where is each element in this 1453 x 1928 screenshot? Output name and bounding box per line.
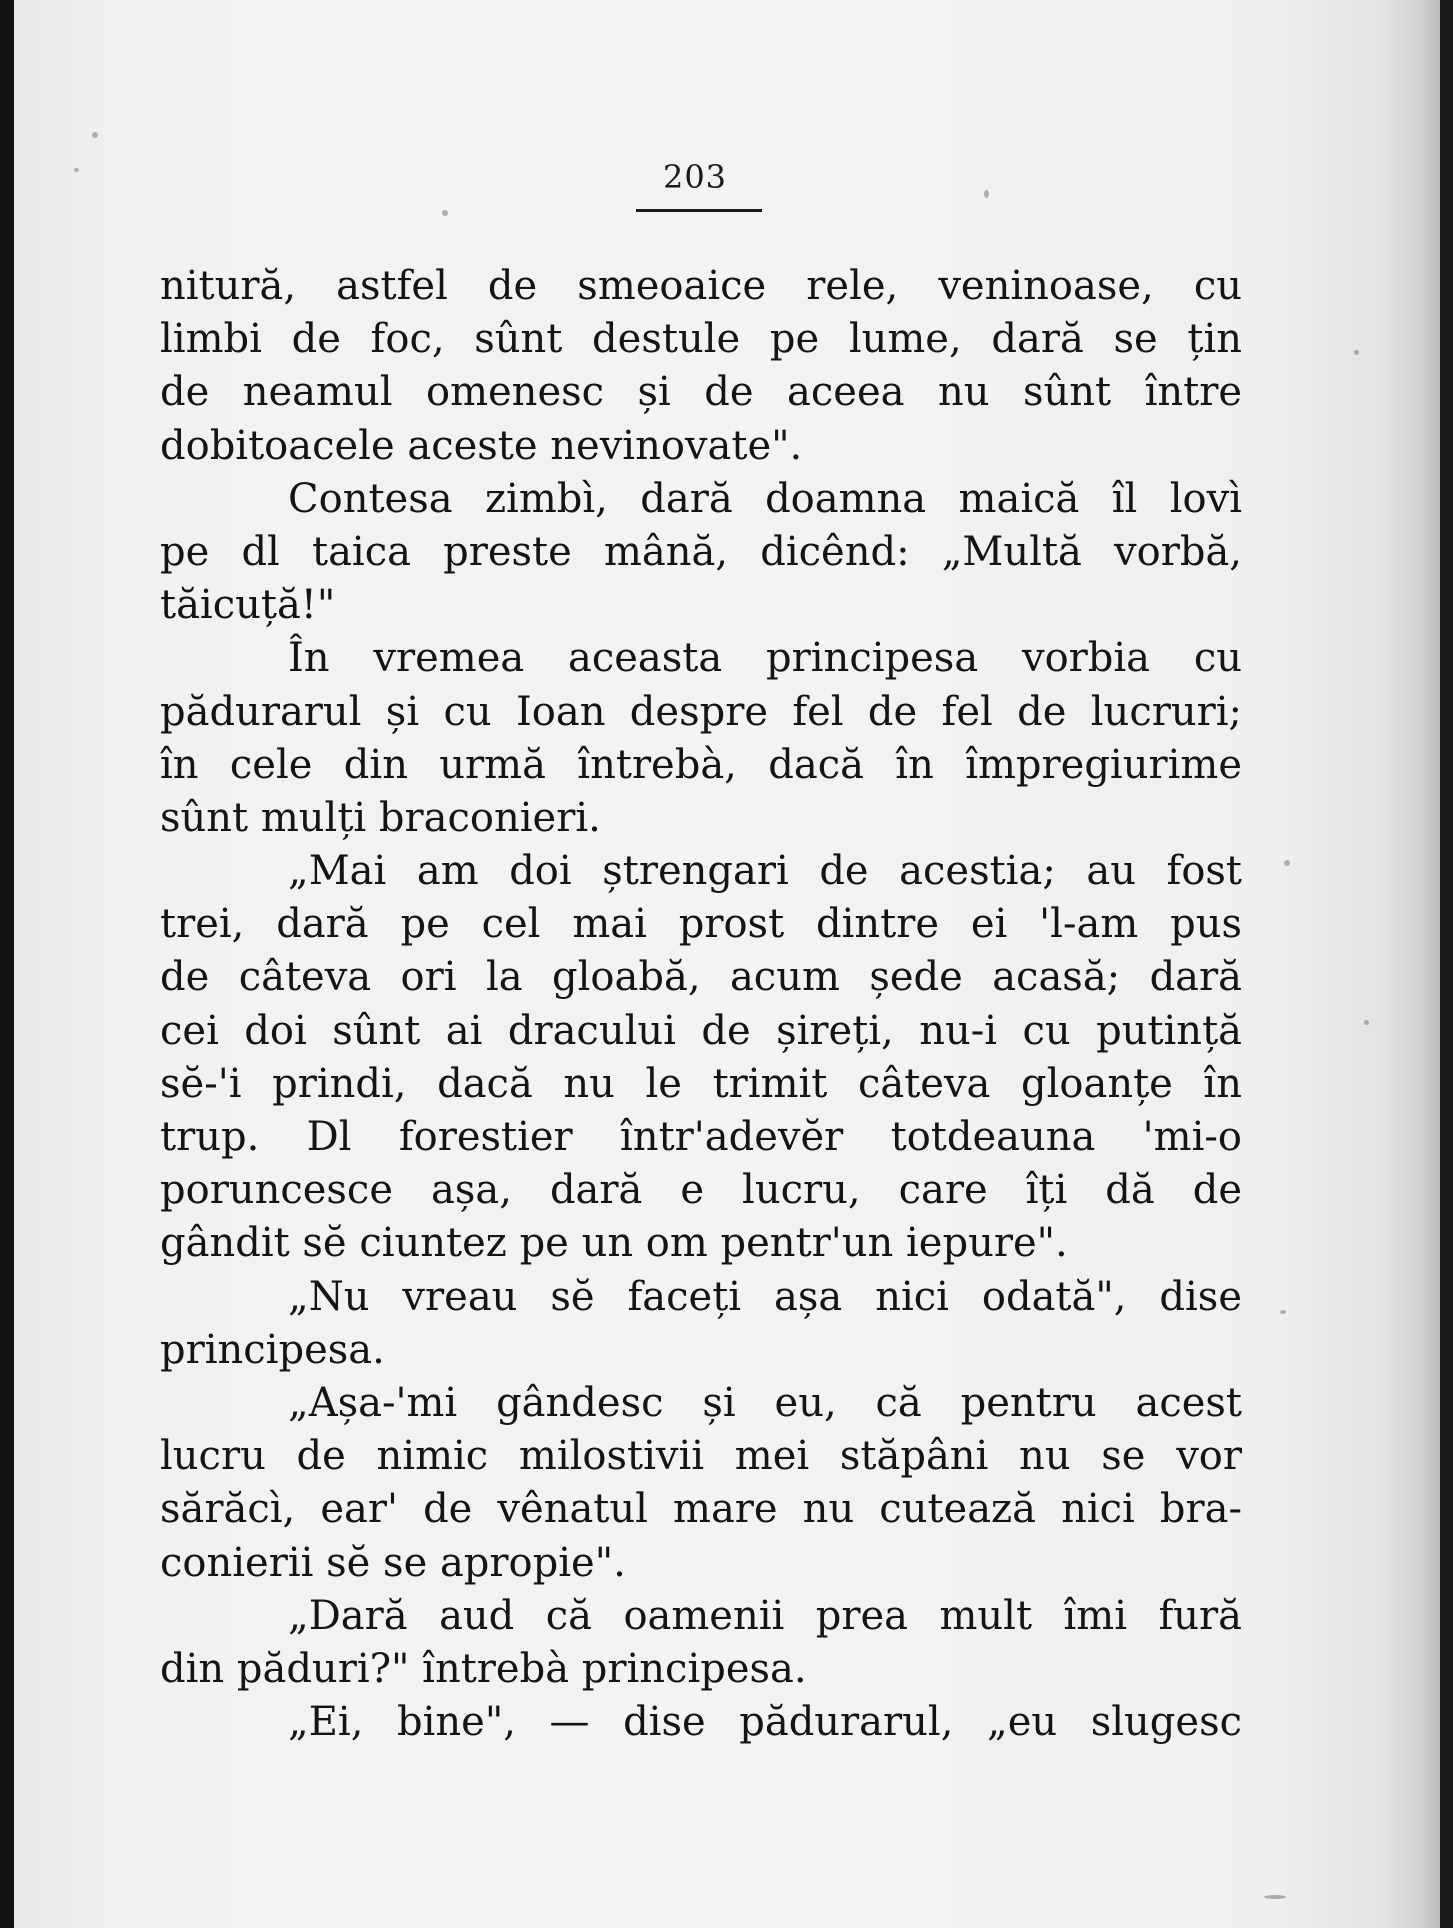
page-number-rule [636, 209, 762, 212]
text-line: „Mai am doi ștrengari de acestia; au fost [288, 848, 1242, 895]
dust-speck [1284, 860, 1290, 866]
text-line: nitură, astfel de smeoaice rele, veninoase, cu [160, 263, 1242, 309]
text-line: limbi de foc, sûnt destule pe lume, dară se țin [160, 316, 1242, 363]
text-line: din păduri?" întrebà principesa. [160, 1645, 807, 1692]
text-line: sărăcì, ear' de vênatul mare nu cutează nici bra- [160, 1486, 1242, 1533]
text-line: sĕ-'i prindi, dacă nu le trimit câteva gloanțe în [160, 1060, 1242, 1107]
text-line: În vremea aceasta principesa vorbia cu [288, 635, 1242, 682]
dust-speck [1280, 1310, 1286, 1314]
text-line: „Nu vreau sĕ faceți așa nici odată", dise [288, 1273, 1242, 1320]
page-edge-shadow [1440, 0, 1453, 1928]
text-line: pădurarul și cu Ioan despre fel de fel de lucruri; [160, 688, 1242, 735]
text-line: principesa. [160, 1326, 385, 1373]
text-line: dobitoacele aceste nevinovate". [160, 422, 803, 469]
text-line: „Dară aud că oamenii prea mult îmi fură [288, 1592, 1242, 1639]
dust-speck [442, 210, 448, 216]
text-line: lucru de nimic milostivii mei stăpâni nu se vor [160, 1433, 1242, 1480]
text-line: trei, dară pe cel mai prost dintre ei 'l-am pus [160, 901, 1242, 948]
text-line: Contesa zimbì, dară doamna maică îl lovì [288, 475, 1242, 522]
text-line: sûnt mulți braconieri. [160, 794, 601, 841]
text-line: de neamul omenesc și de aceea nu sûnt între [160, 369, 1242, 416]
text-line: tăicuță!" [160, 582, 336, 629]
text-line: poruncesce așa, dară e lucru, care îți dă de [160, 1167, 1242, 1214]
text-line: trup. Dl forestier într'adevĕr totdeauna 'mi-o [160, 1114, 1242, 1160]
text-line: „Ei, bine", — dise pădurarul, „eu slugesc [288, 1699, 1242, 1746]
text-line: de câteva ori la gloabă, acum șede acasă; dară [160, 954, 1242, 1001]
text-line: în cele din urmă întrebà, dacă în împregiurime [160, 741, 1242, 788]
dust-speck [74, 168, 79, 172]
page-number: 203 [662, 158, 728, 196]
text-line: gândit sĕ ciuntez pe un om pentr'un iepure". [160, 1220, 1068, 1267]
text-line: cei doi sûnt ai dracului de șireți, nu-i cu putință [160, 1007, 1242, 1054]
text-line: pe dl taica preste mână, dicênd: „Multă vorbă, [160, 528, 1242, 575]
dust-speck [1364, 1020, 1369, 1025]
dust-speck [984, 190, 989, 198]
text-line: conierii sĕ se apropie". [160, 1539, 626, 1586]
dust-speck [1354, 350, 1359, 355]
text-line: „Așa-'mi gândesc și eu, că pentru acest [288, 1379, 1242, 1426]
body-text [160, 260, 1242, 1749]
dust-speck [1264, 1895, 1286, 1899]
dust-speck [92, 132, 98, 138]
